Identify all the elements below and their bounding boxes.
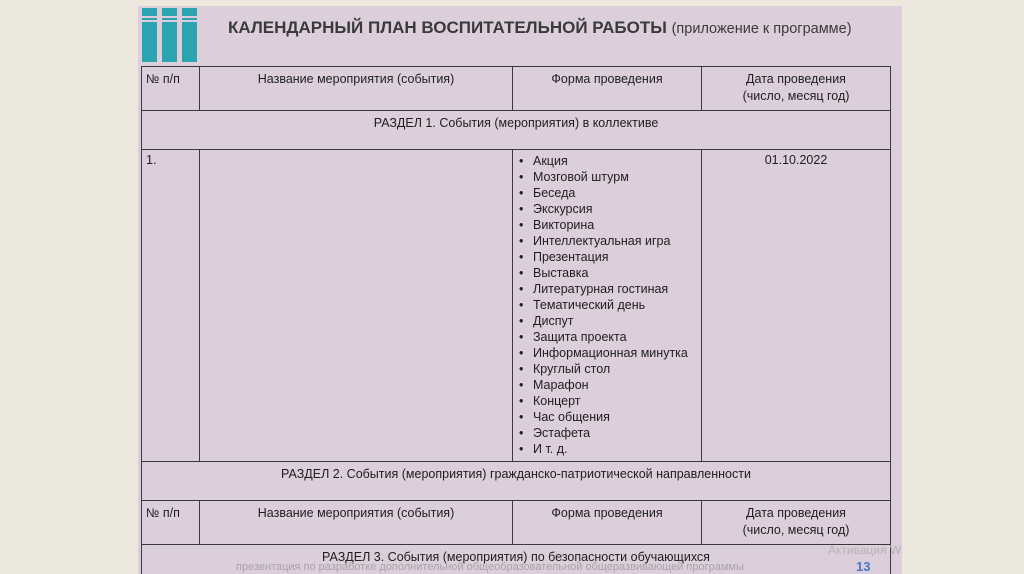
header-date-line1: Дата проведения: [746, 72, 846, 86]
form-item: • Информационная минутка: [519, 345, 701, 361]
form-item: • Диспут: [519, 313, 701, 329]
form-item: • Литературная гостиная: [519, 281, 701, 297]
form-item: • Защита проекта: [519, 329, 701, 345]
header-event-name: Название мероприятия (события): [200, 501, 513, 545]
row-event-name: [200, 150, 513, 462]
section-row: [142, 462, 891, 501]
form-item: • Концерт: [519, 393, 701, 409]
form-item: • Марафон: [519, 377, 701, 393]
header-date-line2: (число, месяц год): [742, 523, 850, 537]
activation-watermark: Активация W: [828, 543, 902, 557]
title-main: КАЛЕНДАРНЫЙ ПЛАН ВОСПИТАТЕЛЬНОЙ РАБОТЫ: [228, 18, 667, 37]
form-item: • Мозговой штурм: [519, 169, 701, 185]
form-item: • Выставка: [519, 265, 701, 281]
header-number: № п/п: [142, 501, 200, 545]
form-item: • Эстафета: [519, 425, 701, 441]
form-item: • Беседа: [519, 185, 701, 201]
section-1-title: РАЗДЕЛ 1. События (мероприятия) в коллективе: [142, 111, 891, 150]
header-date: [702, 67, 891, 111]
header-date-line1: Дата проведения: [746, 506, 846, 520]
form-item: • Час общения: [519, 409, 701, 425]
header-number: № п/п: [142, 67, 200, 111]
header-date: [702, 501, 891, 545]
footer-caption: презентация по разработке дополнительной общеобразовательной общеразвивающей программы: [236, 561, 744, 573]
calendar-plan-table: [141, 66, 891, 574]
form-item: • Тематический день: [519, 297, 701, 313]
header-date-line2: (число, месяц год): [742, 89, 850, 103]
form-item: • Круглый стол: [519, 361, 701, 377]
page-number: 13: [856, 559, 871, 574]
table-header-row: [142, 67, 891, 111]
row-number: 1.: [142, 150, 200, 462]
section-3-title: РАЗДЕЛ 3. События (мероприятия) по безопасности обучающихся: [142, 545, 891, 574]
section-2-title: РАЗДЕЛ 2. События (мероприятия) гражданско-патриотической направленности: [142, 462, 891, 501]
table-header-row-repeat: [142, 501, 891, 545]
header-form: Форма проведения: [513, 501, 702, 545]
form-item: • Экскурсия: [519, 201, 701, 217]
section-row: [142, 111, 891, 150]
row-date: 01.10.2022: [702, 150, 891, 462]
header-form: Форма проведения: [513, 67, 702, 111]
header-event-name: Название мероприятия (события): [200, 67, 513, 111]
table-row: [142, 150, 891, 462]
form-item: • Интеллектуальная игра: [519, 233, 701, 249]
title-subtitle: (приложение к программе): [671, 21, 852, 37]
form-item: • Презентация: [519, 249, 701, 265]
form-item: • Акция: [519, 153, 701, 169]
books-logo-icon: [142, 8, 204, 62]
form-item: • И т. д.: [519, 441, 701, 457]
form-item: • Викторина: [519, 217, 701, 233]
page-title: [228, 18, 852, 38]
slide: [138, 6, 902, 574]
forms-list: [513, 153, 701, 457]
row-forms: [513, 150, 702, 462]
